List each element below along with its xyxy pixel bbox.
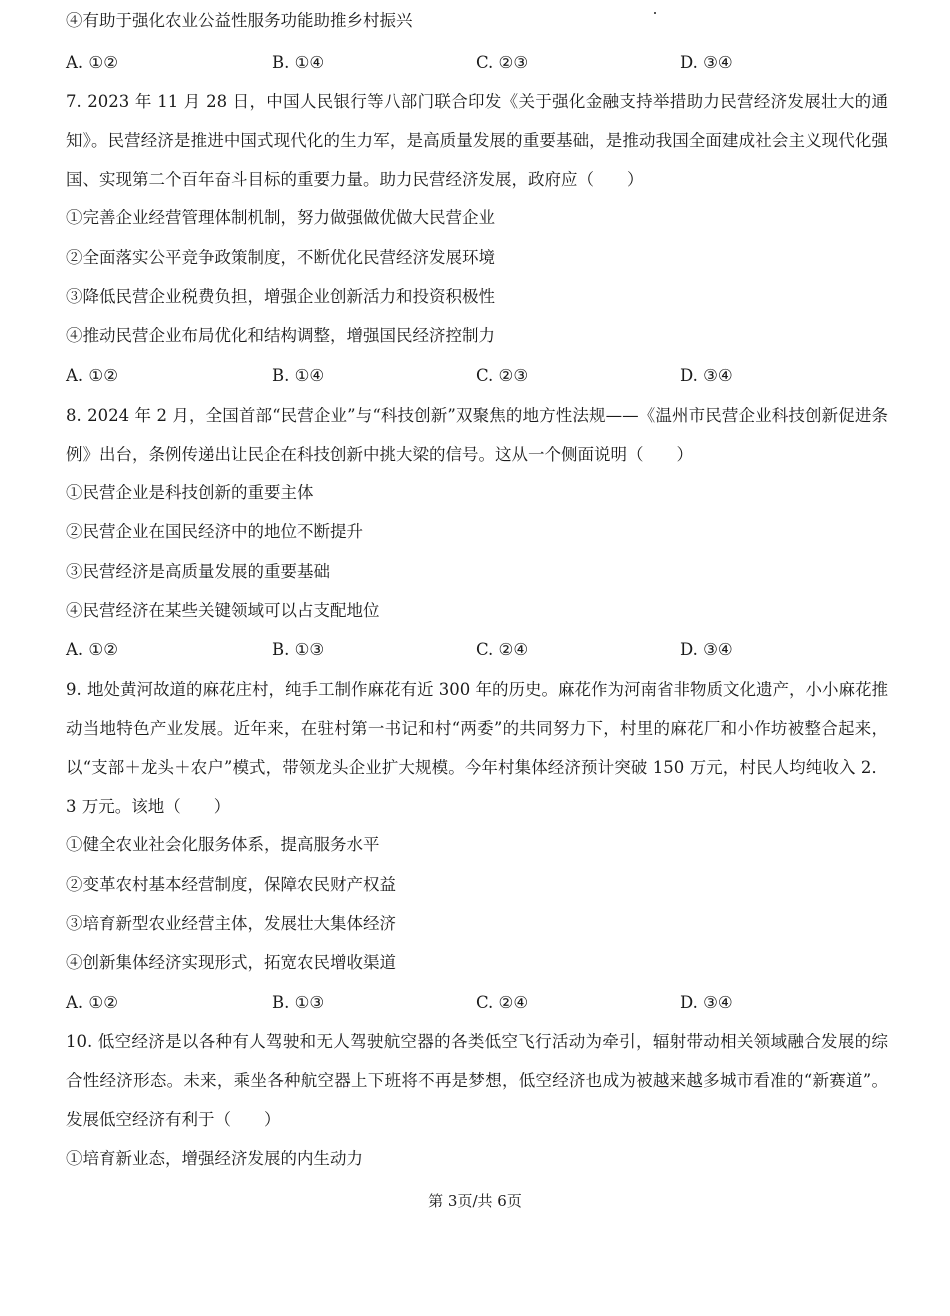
question-9-item-4: ④创新集体经济实现形式，拓宽农民增收渠道 — [66, 953, 396, 972]
question-10-stem: 10. 低空经济是以各种有人驾驶和无人驾驶航空器的各类低空飞行活动为牵引，辐射带动相关领域融合发展的综合性经济形态。未来，乘坐各种航空器上下班将不再是梦想，低空经济也成为被越来越多城市看准的“新赛道”。发展低空经济有利于（ ） — [66, 1032, 888, 1129]
question-7-stem: 7. 2023 年 11 月 28 日，中国人民银行等八部门联合印发《关于强化金融支持举措助力民营经济发展壮大的通知》。民营经济是推进中国式现代化的生力军，是高质量发展的重要基础，是推动我国全面建成社会主义现代化强国、实现第二个百年奋斗目标的重要力量。助力民营经济发展，政府应（ ） — [66, 92, 888, 189]
option-a: A. ①② — [66, 640, 118, 659]
question-8-item-3: ③民营经济是高质量发展的重要基础 — [66, 562, 330, 581]
page-number: 第 3页/共 6页 — [428, 1192, 522, 1210]
option-c: C. ②③ — [476, 366, 529, 385]
option-a: A. ①② — [66, 993, 118, 1012]
top-options — [66, 52, 886, 74]
option-a: A. ①② — [66, 366, 118, 385]
question-7-options — [66, 365, 886, 387]
question-8-item-4: ④民营经济在某些关键领域可以占支配地位 — [66, 601, 380, 620]
question-7-item-3: ③降低民营企业税费负担，增强企业创新活力和投资积极性 — [66, 287, 495, 306]
top-item: ④有助于强化农业公益性服务功能助推乡村振兴 — [66, 11, 413, 30]
option-c: C. ②④ — [476, 993, 529, 1012]
question-9-item-3: ③培育新型农业经营主体，发展壮大集体经济 — [66, 914, 396, 933]
question-7-item-2: ②全面落实公平竞争政策制度，不断优化民营经济发展环境 — [66, 248, 495, 267]
option-d: D. ③④ — [680, 640, 733, 659]
question-9-item-2: ②变革农村基本经营制度，保障农民财产权益 — [66, 875, 396, 894]
option-d: D. ③④ — [680, 993, 733, 1012]
option-b: B. ①④ — [272, 53, 325, 72]
option-b: B. ①③ — [272, 640, 325, 659]
question-9-stem: 9. 地处黄河故道的麻花庄村，纯手工制作麻花有近 300 年的历史。麻花作为河南省非物质文化遗产，小小麻花推动当地特色产业发展。近年来，在驻村第一书记和村“两委”的共同努力下，村里的麻花厂和小作坊被整合起来，以“支部＋龙头＋农户”模式，带领龙头企业扩大规模。今年村集体经济预计突破 150 万元，村民人均纯收入 2．3 万元。该地（ ） — [66, 680, 888, 816]
question-7-item-1: ①完善企业经营管理体制机制，努力做强做优做大民营企业 — [66, 208, 495, 227]
question-9-item-1: ①健全农业社会化服务体系，提高服务水平 — [66, 835, 380, 854]
scan-speck — [654, 12, 656, 14]
option-d: D. ③④ — [680, 53, 733, 72]
question-8-stem: 8. 2024 年 2 月，全国首部“民营企业”与“科技创新”双聚焦的地方性法规——《温州市民营企业科技创新促进条例》出台，条例传递出让民企在科技创新中挑大梁的信号。这从一个侧面说明（ ） — [66, 406, 888, 464]
question-9-options — [66, 992, 886, 1014]
option-a: A. ①② — [66, 53, 118, 72]
question-8-options — [66, 639, 886, 661]
option-c: C. ②④ — [476, 640, 529, 659]
option-b: B. ①④ — [272, 366, 325, 385]
option-c: C. ②③ — [476, 53, 529, 72]
question-8-item-2: ②民营企业在国民经济中的地位不断提升 — [66, 522, 363, 541]
option-d: D. ③④ — [680, 366, 733, 385]
question-8-item-1: ①民营企业是科技创新的重要主体 — [66, 483, 314, 502]
question-7-item-4: ④推动民营企业布局优化和结构调整，增强国民经济控制力 — [66, 326, 495, 345]
question-10-item-1: ①培育新业态，增强经济发展的内生动力 — [66, 1149, 363, 1168]
option-b: B. ①③ — [272, 993, 325, 1012]
